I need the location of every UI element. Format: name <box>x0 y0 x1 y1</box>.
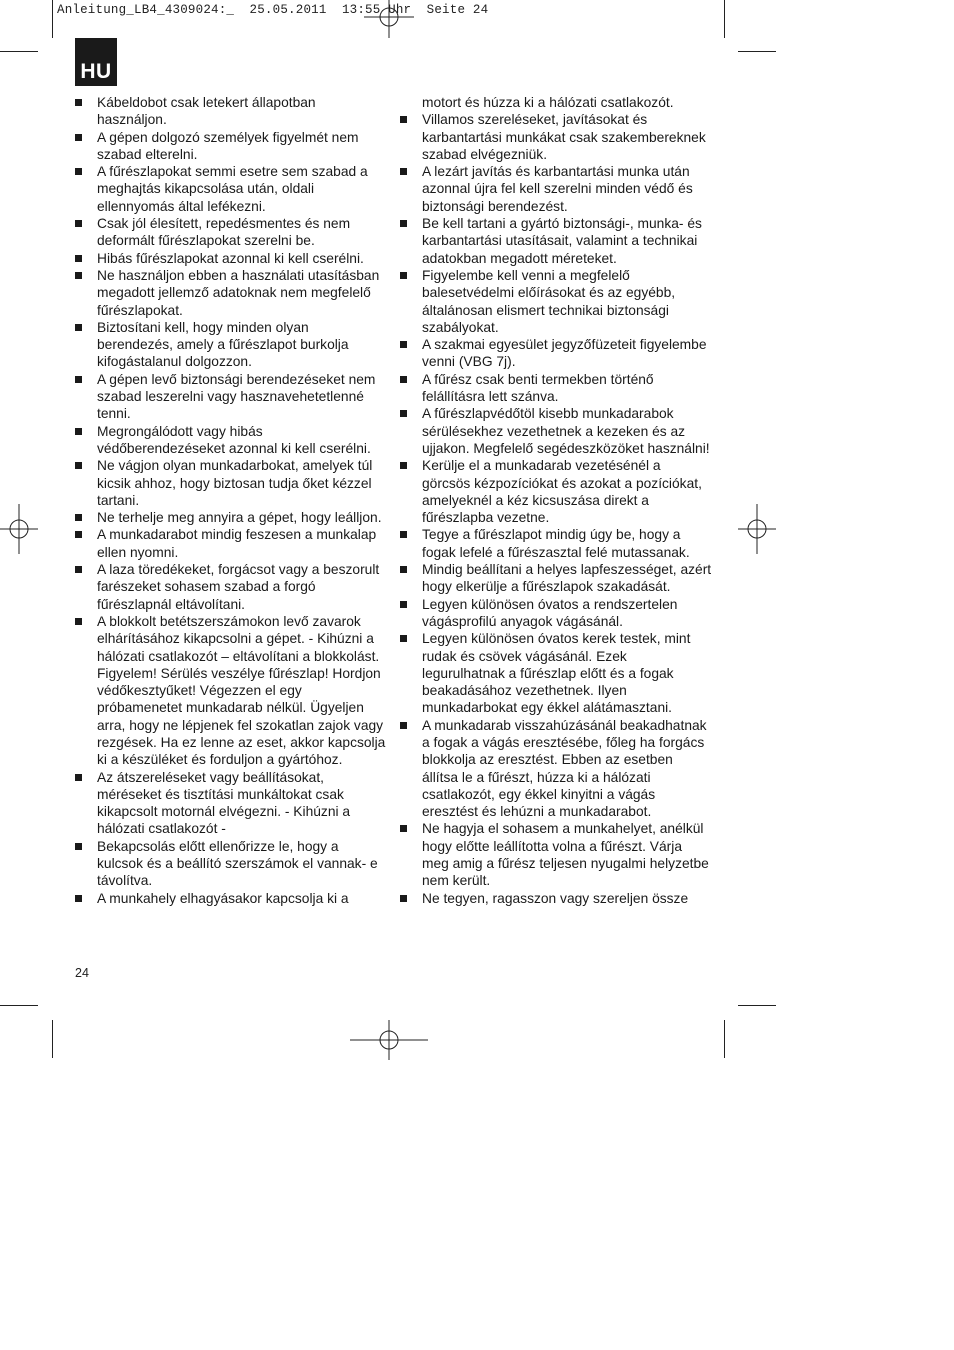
list-item: A lezárt javítás és karbantartási munka után azonnal újra fel kell szerelni minden védő és biztonsági berendezést. <box>400 163 712 215</box>
crop-mark <box>738 1005 776 1006</box>
registration-mark-icon <box>364 0 414 38</box>
bullet-icon <box>400 895 407 902</box>
bullet-icon <box>75 774 82 781</box>
list-item: A fűrészlapvédőtöl kisebb munkadarabok sérülésekhez vezethetnek a kezeken és az ujjakon. Megfelelő segédeszközöket használni! <box>400 405 712 457</box>
list-item: A szakmai egyesület jegyzőfüzeteit figyelembe venni (VBG 7j). <box>400 336 712 371</box>
bullet-icon <box>75 514 82 521</box>
bullet-icon <box>75 566 82 573</box>
bullet-icon <box>400 410 407 417</box>
bullet-icon <box>75 376 82 383</box>
list-item: Hibás fűrészlapokat azonnal ki kell cserélni. <box>75 250 387 267</box>
bullet-icon <box>75 618 82 625</box>
list-item: A munkahely elhagyásakor kapcsolja ki a <box>75 890 387 907</box>
crop-mark <box>52 0 53 38</box>
bullet-icon <box>400 220 407 227</box>
bullet-icon <box>75 255 82 262</box>
list-item: Ne terhelje meg annyira a gépet, hogy leálljon. <box>75 509 387 526</box>
bullet-icon <box>75 324 82 331</box>
bullet-icon <box>400 531 407 538</box>
list-item: Kábeldobot csak letekert állapotban használjon. <box>75 94 387 129</box>
print-header: Anleitung_LB4_4309024:_ 25.05.2011 13:55 Uhr Seite 24 <box>57 3 489 17</box>
list-item: Csak jól élesített, repedésmentes és nem deformált fűrészlapokat szerelni be. <box>75 215 387 250</box>
crop-mark <box>724 1020 725 1058</box>
list-item: Bekapcsolás előtt ellenőrizze le, hogy a kulcsok és a beállító szerszámok el vannak- e távolítva. <box>75 838 387 890</box>
list-item: A fűrészlapokat semmi esetre sem szabad a meghajtás kikapcsolása után, oldali ellennyomás által lefékezni. <box>75 163 387 215</box>
bullet-icon <box>400 566 407 573</box>
list-item: A laza töredékeket, forgácsot vagy a beszorult farészeket sohasem szabad a forgó fűrészlapnál eltávolítani. <box>75 561 387 613</box>
list-item: Ne hagyja el sohasem a munkahelyet, anélkül hogy előtte leállította volna a fűrészt. Várja meg amig a fűrész teljesen nyugalmi helyzetbe nem került. <box>400 820 712 889</box>
bullet-icon <box>75 220 82 227</box>
crop-mark <box>52 1020 53 1058</box>
list-item: A munkadarab visszahúzásánál beakadhatnak a fogak a vágás eresztésébe, főleg ha forgács blokkolja az eresztést. Ebben az esetben állítsa le a fűrészt, húzza ki a hálózati csatlakozót, egy ékkel kinyitni a vágás eresztést és lehúzni a munkadarabot. <box>400 717 712 821</box>
list-item: A blokkolt betétszerszámokon levő zavarok elhárításához kikapcsolni a gépet. - Kihúzni a hálózati csatlakozót – eltávolítani a blokkolást. Figyelem! Sérülés veszélye fűrészlap! Hordjon védőkesztyűket! Végezzen el egy próbamenetet munkadarab nélkül. Ügyeljen arra, hogy ne lépjenek fel szokatlan zajok vagy rezgések. Ha ez lenne az eset, akkor kapcsolja ki a készüléket és forduljon a gyártóhoz. <box>75 613 387 769</box>
list-item: Figyelembe kell venni a megfelelő balesetvédelmi előírásokat és az egyébb, általánosan elismert technikai biztonsági szabályokat. <box>400 267 712 336</box>
list-item: A gépen dolgozó személyek figyelmét nem szabad elterelni. <box>75 129 387 164</box>
bullet-icon <box>75 462 82 469</box>
left-column <box>75 94 387 907</box>
bullet-icon <box>75 99 82 106</box>
page-number: 24 <box>75 966 89 980</box>
crop-mark <box>738 51 776 52</box>
right-column <box>400 94 712 907</box>
list-item: A fűrész csak benti termekben történő felállításra lett szánva. <box>400 371 712 406</box>
crop-mark <box>0 1005 38 1006</box>
bullet-icon <box>400 272 407 279</box>
bullet-icon <box>400 601 407 608</box>
crop-mark <box>724 0 725 38</box>
list-item: Legyen különösen óvatos a rendszertelen vágásprofilú anyagok vágásánál. <box>400 596 712 631</box>
list-item: Megrongálódott vagy hibás védőberendezéseket azonnal ki kell cserélni. <box>75 423 387 458</box>
list-item: Villamos szereléseket, javításokat és karbantartási munkákat csak szakembereknek szabad elvégezniük. <box>400 111 712 163</box>
list-item: Ne tegyen, ragasszon vagy szereljen össze <box>400 890 712 907</box>
bullet-icon <box>75 168 82 175</box>
list-item: Be kell tartani a gyártó biztonsági-, munka- és karbantartási utasításait, valamint a technikai adatokban megadott méreteket. <box>400 215 712 267</box>
bullet-icon <box>75 843 82 850</box>
bullet-icon <box>75 895 82 902</box>
list-item: Tegye a fűrészlapot mindig úgy be, hogy a fogak lefelé a fűrészasztal felé mutassanak. <box>400 526 712 561</box>
list-item: Az átszereléseket vagy beállításokat, méréseket és tisztítási munkáltokat csak kikapcsolt motornál elvégezni. - Kihúzni a hálózati csatlakozót - <box>75 769 387 838</box>
bullet-icon <box>400 116 407 123</box>
bullet-icon <box>400 722 407 729</box>
list-item-continuation: motort és húzza ki a hálózati csatlakozót. <box>422 95 674 110</box>
registration-mark-icon <box>350 1020 428 1060</box>
list-item: A gépen levő biztonsági berendezéseket nem szabad leszerelni vagy hasznavehetetlenné tenni. <box>75 371 387 423</box>
list-item: Kerülje el a munkadarab vezetésénél a görcsös kézpozíciókat és azokat a pozíciókat, amelyeknél a kéz kicsuszása direkt a fűrészlapba vezetne. <box>400 457 712 526</box>
list-item: A munkadarabot mindig feszesen a munkalap ellen nyomni. <box>75 526 387 561</box>
list-item: Mindig beállítani a helyes lapfeszességet, azért hogy elkerülje a fűrészlapok szakadását. <box>400 561 712 596</box>
crop-mark <box>0 51 38 52</box>
list-item: Legyen különösen óvatos kerek testek, mint rudak és csövek vágásánál. Ezek legurulhatnak a fűrészlap előtt és a fogak beakadásához vezethetnek. Ilyen munkadarbokat egy ékkel alátámasztani. <box>400 630 712 716</box>
list-item: Biztosítani kell, hogy minden olyan berendezés, amely a fűrészlapot burkolja kifogástalanul dolgozzon. <box>75 319 387 371</box>
bullet-icon <box>75 272 82 279</box>
language-badge: HU <box>75 38 117 86</box>
bullet-icon <box>75 134 82 141</box>
registration-mark-icon <box>0 504 38 554</box>
bullet-icon <box>400 635 407 642</box>
bullet-icon <box>400 825 407 832</box>
bullet-icon <box>400 462 407 469</box>
list-item: Ne használjon ebben a használati utasításban megadott jellemző adatoknak nem megfelelő fűrészlapokat. <box>75 267 387 319</box>
bullet-icon <box>400 341 407 348</box>
bullet-icon <box>75 428 82 435</box>
bullet-icon <box>400 168 407 175</box>
registration-mark-icon <box>738 504 776 554</box>
list-item: Ne vágjon olyan munkadarbokat, amelyek túl kicsik ahhoz, hogy biztosan tudja őket kézzel tartani. <box>75 457 387 509</box>
bullet-icon <box>75 531 82 538</box>
bullet-icon <box>400 376 407 383</box>
